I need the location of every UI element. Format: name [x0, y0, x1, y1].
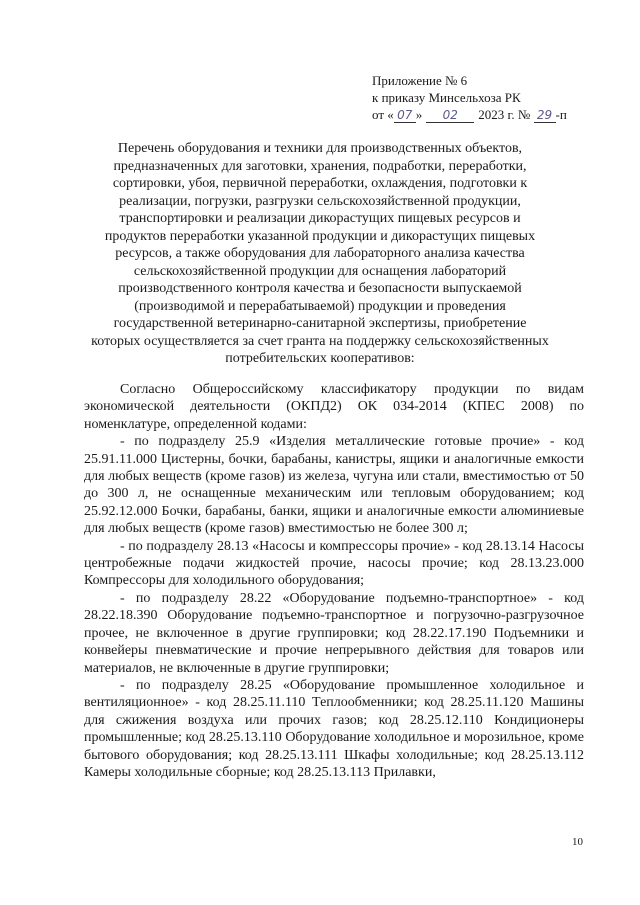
- intro-paragraph: Согласно Общероссийскому классификатору продукции по видам экономической деятельности (ОКПД2) ОК 034-2014 (КПЕС 2008) по номенклатуре, определенной кодами:: [84, 382, 584, 432]
- handwritten-order-number: 29: [534, 108, 556, 123]
- list-item: - по подразделу 25.9 «Изделия металлические готовые прочие» - код 25.91.11.000 Цистерны, бочки, барабаны, канистры, ящики и аналогичные емкости для любых веществ (кроме газов) из железа, чугуна или стали, вместимостью от 50 до 300 л, не оснащенные механическим или тепловым оборудованием; код 25.92.12.000 Бочки, барабаны, банки, ящики и аналогичные емкости алюминиевые для любых веществ (кроме газов) вместимостью не более 300 л;: [84, 434, 584, 537]
- document-body: [84, 381, 584, 781]
- list-item: - по подразделу 28.22 «Оборудование подъемно-транспортное» - код 28.22.18.390 Оборудование подъемно-транспортное и погрузочно-разгрузочное прочее, не включенное в другие группировки; код 28.22.17.190 Подъемники и конвейеры пневматические и прочие непрерывного действия для товаров или материалов, не включенные в другие группировки;: [84, 590, 584, 676]
- document-title: Перечень оборудования и техники для производственных объектов, предназначенных для заготовки, хранения, подработки, переработки, сортировки, убоя, первичной переработки, охлаждения, подготовки к реализации, погрузки, разгрузки сельскохозяйственной продукции, транспортировки и реализации дикорастущих пищевых ресурсов и продуктов переработки указанной продукции и дикорастущих пищевых ресурсов, а также оборудования для лабораторного анализа качества сельскохозяйственной продукции для оснащения лабораторий производственного контроля качества и безопасности выпускаемой (производимой и перерабатываемой) продукции и проведения государственной ветеринарно-санитарной экспертизы, приобретение которых осуществляется за счет гранта на поддержку сельскохозяйственных потребительских кооперативов:: [91, 141, 549, 366]
- date-mid: »: [415, 107, 423, 122]
- list-item: - по подразделу 28.13 «Насосы и компрессоры прочие» - код 28.13.14 Насосы центробежные подачи жидкостей прочие, насосы прочие; код 28.13.23.000 Компрессоры для холодильного оборудования;: [84, 538, 584, 589]
- date-prefix: от «: [372, 107, 394, 122]
- order-suffix: -п: [555, 107, 567, 122]
- handwritten-day: 07: [394, 108, 416, 123]
- handwritten-month: 02: [426, 108, 474, 123]
- order-reference: к приказу Минсельхоза РК: [372, 90, 521, 105]
- list-item: - по подразделу 28.25 «Оборудование промышленное холодильное и вентиляционное» - код 28.25.11.110 Теплообменники; код 28.25.11.120 Машины для сжижения воздуха или прочих газов; код 28.25.12.110 Кондиционеры промышленные; код 28.25.13.110 Оборудование холодильное и морозильное, кроме бытового оборудования; код 28.25.13.111 Шкафы холодильные; код 28.25.13.112 Камеры холодильные сборные; код 28.25.13.113 Прилавки,: [84, 677, 584, 780]
- appendix-header: [372, 72, 622, 123]
- page-number: 10: [572, 836, 583, 848]
- order-date-line: [372, 106, 622, 123]
- appendix-title: Приложение № 6: [372, 73, 468, 88]
- date-year-no: 2023 г. №: [478, 107, 531, 122]
